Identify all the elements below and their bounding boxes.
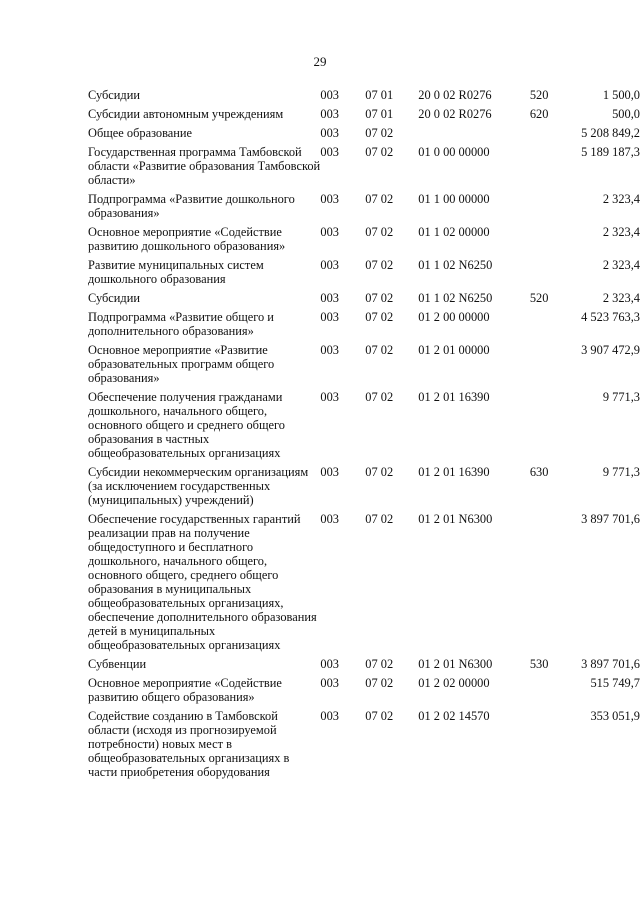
row-sum: 9 771,3 xyxy=(602,390,640,404)
row-name: Обеспечение государственных гарантий реализации прав на получение общедоступного и бесплатного дошкольного, начального общего, основного общего, среднего общего образования в муниципальных общеобразовательных организациях, обеспечение дополнительного образования детей в муниципальных общеобразовательных организациях xyxy=(88,512,317,652)
row-target: 01 2 01 N6300 xyxy=(418,512,493,526)
row-ministry: 003 xyxy=(320,192,339,206)
row-name: Содействие созданию в Тамбовской области (исходя из прогнозируемой потребности) новых мест в общеобразовательных организациях в части приобретения оборудования xyxy=(88,709,290,779)
row-sum: 515 749,7 xyxy=(590,676,640,690)
row-expense-type xyxy=(530,145,566,192)
row-name: Государственная программа Тамбовской области «Развитие образования Тамбовской области» xyxy=(88,145,321,187)
row-expense-type xyxy=(530,343,566,390)
row-name: Субвенции xyxy=(88,657,147,671)
row-expense-type xyxy=(530,709,566,784)
row-sum: 3 897 701,6 xyxy=(581,657,640,671)
row-expense-type xyxy=(530,225,566,258)
table-row xyxy=(88,192,640,225)
row-target: 20 0 02 R0276 xyxy=(418,88,492,102)
row-sum: 2 323,4 xyxy=(602,258,640,272)
row-target: 20 0 02 R0276 xyxy=(418,107,492,121)
table-row xyxy=(88,676,640,709)
table-row xyxy=(88,225,640,258)
table-row xyxy=(88,145,640,192)
row-section: 07 02 xyxy=(365,512,394,526)
table-row xyxy=(88,709,640,784)
row-name: Обеспечение получения гражданами дошкольного, начального общего, основного общего и среднего общего образования в частных общеобразовательных организациях xyxy=(88,390,285,460)
row-section: 07 02 xyxy=(365,291,394,305)
table-row xyxy=(88,465,640,512)
row-expense-type xyxy=(530,676,566,709)
row-target: 01 2 01 16390 xyxy=(418,390,490,404)
row-section: 07 02 xyxy=(365,192,394,206)
row-sum: 2 323,4 xyxy=(602,225,640,239)
row-ministry: 003 xyxy=(320,258,339,272)
row-ministry: 003 xyxy=(320,291,339,305)
row-sum: 2 323,4 xyxy=(602,192,640,206)
table-row xyxy=(88,512,640,657)
row-expense-type xyxy=(530,126,566,145)
row-expense-type xyxy=(530,310,566,343)
row-target: 01 0 00 00000 xyxy=(418,145,490,159)
row-target: 01 1 02 N6250 xyxy=(418,258,493,272)
row-sum: 9 771,3 xyxy=(602,465,640,479)
row-ministry: 003 xyxy=(320,343,339,357)
table-row xyxy=(88,88,640,107)
row-name: Основное мероприятие «Содействие развитию дошкольного образования» xyxy=(88,225,286,253)
row-section: 07 02 xyxy=(365,390,394,404)
row-expense-type: 530 xyxy=(529,657,549,671)
table-row xyxy=(88,258,640,291)
row-name: Общее образование xyxy=(88,126,193,140)
row-ministry: 003 xyxy=(320,310,339,324)
row-expense-type xyxy=(530,192,566,225)
row-name: Развитие муниципальных систем дошкольного образования xyxy=(88,258,264,286)
row-name: Субсидии автономным учреждениям xyxy=(88,107,284,121)
row-section: 07 01 xyxy=(365,88,394,102)
table-row xyxy=(88,390,640,465)
row-sum: 2 323,4 xyxy=(602,291,640,305)
table-row xyxy=(88,126,640,145)
row-sum: 3 897 701,6 xyxy=(581,512,640,526)
row-ministry: 003 xyxy=(320,390,339,404)
row-target: 01 2 00 00000 xyxy=(418,310,490,324)
row-section: 07 01 xyxy=(365,107,394,121)
row-ministry: 003 xyxy=(320,126,339,140)
row-sum: 353 051,9 xyxy=(590,709,640,723)
row-sum: 1 500,0 xyxy=(602,88,640,102)
row-target: 01 1 02 00000 xyxy=(418,225,490,239)
row-ministry: 003 xyxy=(320,657,339,671)
row-section: 07 02 xyxy=(365,709,394,723)
row-name: Субсидии xyxy=(88,88,140,102)
row-target: 01 2 02 00000 xyxy=(418,676,490,690)
row-section: 07 02 xyxy=(365,310,394,324)
row-name: Подпрограмма «Развитие дошкольного образования» xyxy=(88,192,295,220)
row-sum: 5 208 849,2 xyxy=(581,126,640,140)
row-sum: 500,0 xyxy=(612,107,640,121)
row-ministry: 003 xyxy=(320,225,339,239)
row-ministry: 003 xyxy=(320,465,339,479)
row-sum: 5 189 187,3 xyxy=(581,145,640,159)
row-ministry: 003 xyxy=(320,107,339,121)
table-row xyxy=(88,343,640,390)
row-name: Субсидии некоммерческим организациям (за исключением государственных (муниципальных) учреждений) xyxy=(88,465,309,507)
row-section: 07 02 xyxy=(365,145,394,159)
row-target: 01 1 00 00000 xyxy=(418,192,490,206)
row-name: Основное мероприятие «Содействие развитию общего образования» xyxy=(88,676,282,704)
row-ministry: 003 xyxy=(320,676,339,690)
row-expense-type: 620 xyxy=(529,107,549,121)
row-expense-type: 630 xyxy=(529,465,549,479)
table-row xyxy=(88,107,640,126)
row-sum: 4 523 763,3 xyxy=(581,310,640,324)
row-target xyxy=(418,126,530,145)
table-row xyxy=(88,657,640,676)
row-expense-type xyxy=(530,258,566,291)
row-name: Субсидии xyxy=(88,291,140,305)
row-ministry: 003 xyxy=(320,145,339,159)
budget-table xyxy=(88,88,640,784)
row-target: 01 2 01 00000 xyxy=(418,343,490,357)
row-section: 07 02 xyxy=(365,657,394,671)
row-section: 07 02 xyxy=(365,465,394,479)
row-expense-type xyxy=(530,512,566,657)
row-section: 07 02 xyxy=(365,676,394,690)
row-section: 07 02 xyxy=(365,258,394,272)
row-ministry: 003 xyxy=(320,512,339,526)
table-row xyxy=(88,310,640,343)
row-sum: 3 907 472,9 xyxy=(581,343,640,357)
row-section: 07 02 xyxy=(365,225,394,239)
row-target: 01 2 01 16390 xyxy=(418,465,490,479)
row-expense-type: 520 xyxy=(529,291,549,305)
row-name: Основное мероприятие «Развитие образовательных программ общего образования» xyxy=(88,343,275,385)
row-ministry: 003 xyxy=(320,709,339,723)
row-section: 07 02 xyxy=(365,126,394,140)
row-expense-type xyxy=(530,390,566,465)
page-number: 29 xyxy=(313,54,327,69)
table-row xyxy=(88,291,640,310)
row-target: 01 2 01 N6300 xyxy=(418,657,493,671)
row-section: 07 02 xyxy=(365,343,394,357)
row-ministry: 003 xyxy=(320,88,339,102)
row-name: Подпрограмма «Развитие общего и дополнительного образования» xyxy=(88,310,274,338)
row-expense-type: 520 xyxy=(529,88,549,102)
row-target: 01 2 02 14570 xyxy=(418,709,490,723)
row-target: 01 1 02 N6250 xyxy=(418,291,493,305)
